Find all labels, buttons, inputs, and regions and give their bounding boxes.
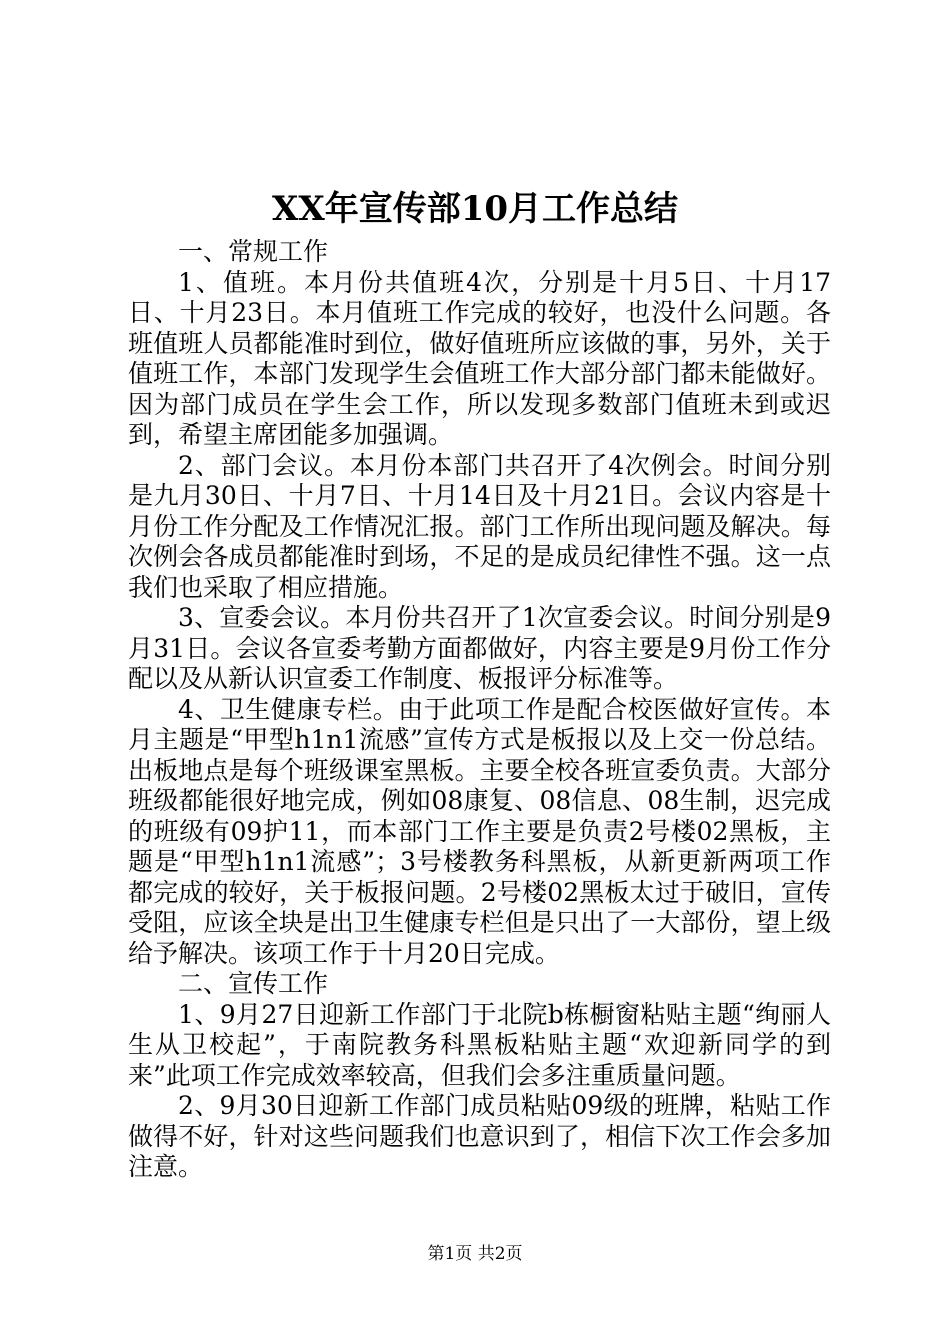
document-body <box>128 237 831 1183</box>
section-heading-routine-work: 一、常规工作 <box>178 237 329 266</box>
section-heading-publicity-work: 二、宣传工作 <box>178 969 329 998</box>
paragraph-department-meeting: 2、部门会议。本月份本部门共召开了4次例会。时间分别是九月30日、十月7日、十月14日及十月21日。会议内容是十月份工作分配及工作情况汇报。部门工作所出现问题及解决。每次例会各成员都能准时到场，不足的是成员纪律性不强。这一点我们也采取了相应措施。 <box>128 450 831 602</box>
paragraph-class-signs: 2、9月30日迎新工作部门成员粘贴09级的班牌，粘贴工作做得不好，针对这些问题我们也意识到了，相信下次工作会多加注意。 <box>128 1091 831 1181</box>
paragraph-duty: 1、值班。本月份共值班4次，分别是十月5日、十月17日、十月23日。本月值班工作完成的较好，也没什么问题。各班值班人员都能准时到位，做好值班所应该做的事，另外，关于值班工作，本部门发现学生会值班工作大部分部门都未能做好。因为部门成员在学生会工作，所以发现多数部门值班未到或迟到，希望主席团能多加强调。 <box>128 267 831 449</box>
paragraph-welcome-poster: 1、9月27日迎新工作部门于北院b栋橱窗粘贴主题“绚丽人生从卫校起”，于南院教务科黑板粘贴主题“欢迎新同学的到来”此项工作完成效率较高，但我们会多注重质量问题。 <box>128 999 831 1090</box>
document-title: XX年宣传部10月工作总结 <box>271 189 679 229</box>
paragraph-publicity-committee-meeting: 3、宣委会议。本月份共召开了1次宣委会议。时间分别是9月31日。会议各宣委考勤方面都做好，内容主要是9月份工作分配以及从新认识宣委工作制度、板报评分标准等。 <box>128 603 831 693</box>
paragraph-health-column: 4、卫生健康专栏。由于此项工作是配合校医做好宣传。本月主题是“甲型h1n1流感”宣传方式是板报以及上交一份总结。出板地点是每个班级课室黑板。主要全校各班宣委负责。大部分班级都能很好地完成，例如08康复、08信息、08生制，迟完成的班级有09护11，而本部门工作主要是负责2号楼02黑板，主题是“甲型h1n1流感”；3号楼教务科黑板，从新更新两项工作都完成的较好，关于板报问题。2号楼02黑板太过于破旧，宣传受阻，应该全块是出卫生健康专栏但是只出了一大部份，望上级给予解决。该项工作于十月20日完成。 <box>128 694 831 968</box>
page-number-footer: 第1页 共2页 <box>427 1244 523 1264</box>
